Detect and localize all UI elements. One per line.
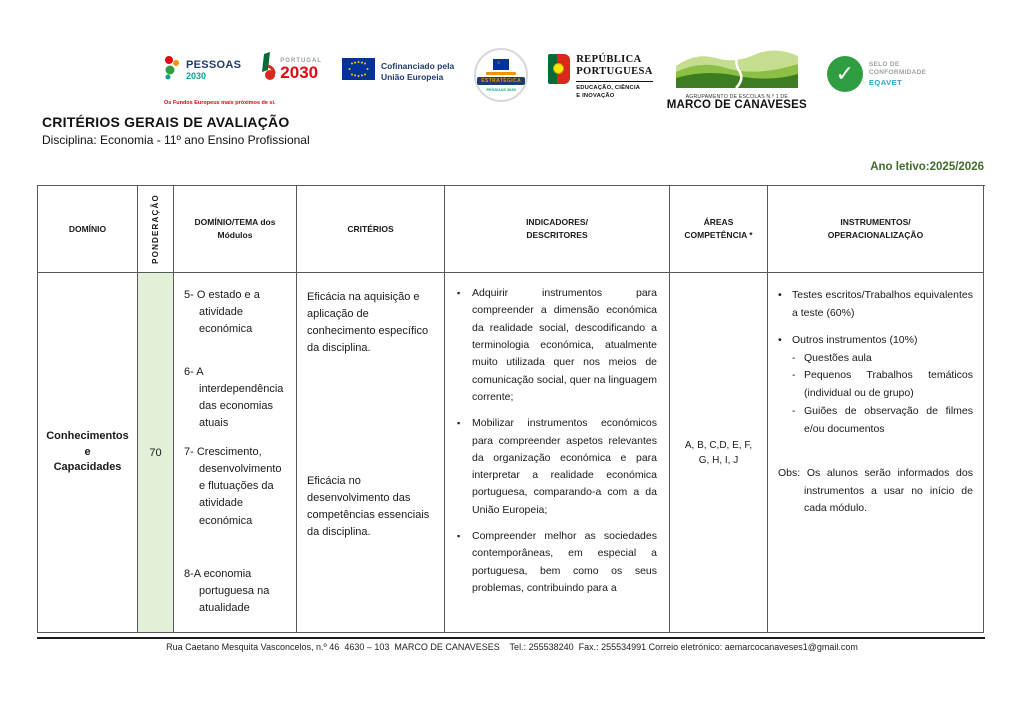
eu-flag-icon bbox=[342, 58, 375, 85]
round-bullet-icon bbox=[778, 287, 792, 323]
hills-icon bbox=[676, 48, 798, 93]
badge-orange-bar bbox=[486, 72, 516, 75]
page-subtitle: Disciplina: Economia - 11º ano Ensino Profissional bbox=[42, 133, 310, 147]
eqavet-logo bbox=[827, 48, 926, 92]
badge-foot-label: PESSOAS 2030 bbox=[486, 86, 516, 92]
instrumento-sub-item: - Pequenos Trabalhos temáticos (individual ou de grupo) bbox=[792, 367, 973, 403]
indicador-item: ▪ Adquirir instrumentos para compreender a dimensão económica da realidade social, descodificando a terminologia económica, atualmente muito utilizada quer nos meios de comunicação social, quer na linguagem corrente; bbox=[457, 285, 657, 406]
tema-item: 7- Crescimento, desenvolvimento e flutuações da atividade económica bbox=[184, 446, 282, 527]
indicadores-cell bbox=[445, 273, 670, 633]
eqavet-check-icon: ✓ bbox=[827, 56, 863, 92]
logo-strip bbox=[162, 48, 926, 112]
badge-eu-flag-icon bbox=[493, 59, 509, 70]
republica-line1: REPÚBLICA bbox=[576, 54, 642, 65]
square-bullet-icon bbox=[457, 285, 472, 406]
tema-item: 6- A interdependência das economias atuais bbox=[184, 366, 284, 430]
portugal-flag-icon bbox=[548, 54, 570, 84]
instrumento-sub-item: - Questões aula bbox=[792, 350, 973, 368]
dominio-cell: Conhecimentos e Capacidades bbox=[38, 273, 138, 633]
republica-sub1: EDUCAÇÃO, CIÊNCIA bbox=[576, 85, 641, 92]
criterio-paragraph: Eficácia no desenvolvimento das competências essenciais da disciplina. bbox=[307, 475, 430, 539]
agrupamento-logo bbox=[667, 48, 807, 112]
instrumento-item: • Outros instrumentos (10%) - Questões aula - Pequenos Trabalhos temáticos (individual ou de grupo) - Guiões de observação de filmes e/ou documentos bbox=[778, 332, 973, 439]
pessoas-2030-logo bbox=[162, 48, 276, 106]
dash-bullet-icon bbox=[792, 350, 804, 368]
column-header-tema: DOMÍNIO/TEMA dos Módulos bbox=[174, 186, 297, 273]
areas-competencia-value: A, B, C,D, E, F, G, H, I, J bbox=[684, 439, 753, 466]
funds-tagline: Os Fundos Europeus mais próximos de si. bbox=[164, 100, 276, 106]
eqavet-line2: CONFORMIDADE bbox=[868, 69, 927, 76]
eqavet-line3: EQAVET bbox=[868, 78, 903, 88]
footer-address: Rua Caetano Mesquita Vasconcelos, n.º 46 4630 – 103 MARCO DE CANAVESES Tel.: 255538240 Fax.: 255534991 Correio eletrónico: aemarcocanaveses1@gmail.com bbox=[166, 642, 858, 652]
square-bullet-icon bbox=[457, 415, 472, 519]
square-bullet-icon bbox=[457, 528, 472, 597]
observation-note: Obs: Os alunos serão informados dos instrumentos a usar no início de cada módulo. bbox=[778, 466, 973, 515]
column-header-instrumentos: INSTRUMENTOS/ OPERACIONALIZAÇÃO bbox=[768, 186, 984, 273]
eqavet-line1: SELO DE bbox=[868, 60, 900, 68]
republica-line2: PORTUGUESA bbox=[576, 66, 653, 78]
dash-bullet-icon bbox=[792, 403, 804, 439]
areas-competencia-cell bbox=[670, 273, 768, 633]
portugal-label: PORTUGAL bbox=[280, 58, 322, 64]
pessoas-label: PESSOAS bbox=[186, 58, 242, 71]
evaluation-criteria-table bbox=[37, 185, 985, 633]
tema-modulos-cell bbox=[174, 273, 297, 633]
tema-item: 8-A economia portuguesa na atualidade bbox=[184, 567, 270, 614]
portugal-year: 2030 bbox=[280, 63, 319, 82]
agrupamento-line2: MARCO DE CANAVESES bbox=[666, 99, 807, 111]
republica-portuguesa-logo bbox=[548, 48, 653, 101]
column-header-areas: ÁREAS COMPETÊNCIA * bbox=[670, 186, 768, 273]
indicador-item: ▪ Compreender melhor as sociedades contemporâneas, em especial a portuguesa, bem como os seus problemas, contribuindo para a bbox=[457, 528, 657, 597]
criterio-paragraph: Eficácia na aquisição e aplicação de conhecimento específico da disciplina. bbox=[307, 291, 429, 355]
ponderacao-value: 70 bbox=[149, 446, 162, 459]
indicador-item: ▪ Mobilizar instrumentos económicos para compreender aspetos relevantes da organização económica e para interpretar a realidade económica portuguesa, comparando-a com a da União Europeia; bbox=[457, 415, 657, 519]
column-header-ponderacao: PONDERAÇÃO bbox=[138, 186, 174, 273]
portugal-2030-icon bbox=[261, 52, 277, 87]
column-header-criterios: CRITÉRIOS bbox=[297, 186, 445, 273]
republica-sub2: E INOVAÇÃO bbox=[576, 92, 615, 99]
instrumento-sub-item: - Guiões de observação de filmes e/ou documentos bbox=[792, 403, 973, 439]
pessoas-year: 2030 bbox=[186, 70, 207, 81]
eu-cofinance-line1: Cofinanciado pela bbox=[380, 60, 455, 71]
ponderacao-cell bbox=[138, 273, 174, 633]
instrumentos-cell bbox=[768, 273, 984, 633]
criterios-cell bbox=[297, 273, 445, 633]
school-year-label: Ano letivo:2025/2026 bbox=[870, 161, 984, 173]
eu-cofinance-line2: União Europeia bbox=[380, 71, 444, 82]
pessoas-2030-icon bbox=[162, 54, 182, 85]
estrategica-badge bbox=[474, 48, 528, 102]
estrategica-label: ESTRATÉGICA bbox=[477, 77, 525, 85]
portugal-2030-logo bbox=[261, 48, 322, 87]
round-bullet-icon bbox=[778, 332, 792, 439]
tema-item: 5- O estado e a atividade económica bbox=[184, 289, 260, 336]
agrupamento-line1: AGRUPAMENTO DE ESCOLAS N.º 1 DE bbox=[685, 94, 789, 100]
column-header-indicadores: INDICADORES/ DESCRITORES bbox=[445, 186, 670, 273]
column-header-dominio: DOMÍNIO bbox=[38, 186, 138, 273]
footer-divider bbox=[37, 637, 985, 639]
eu-cofinancing-logo bbox=[342, 48, 454, 85]
dash-bullet-icon bbox=[792, 367, 804, 403]
instrumento-item: • Testes escritos/Trabalhos equivalentes a teste (60%) bbox=[778, 287, 973, 323]
republica-divider bbox=[576, 81, 653, 82]
page-title: CRITÉRIOS GERAIS DE AVALIAÇÃO bbox=[42, 114, 290, 130]
